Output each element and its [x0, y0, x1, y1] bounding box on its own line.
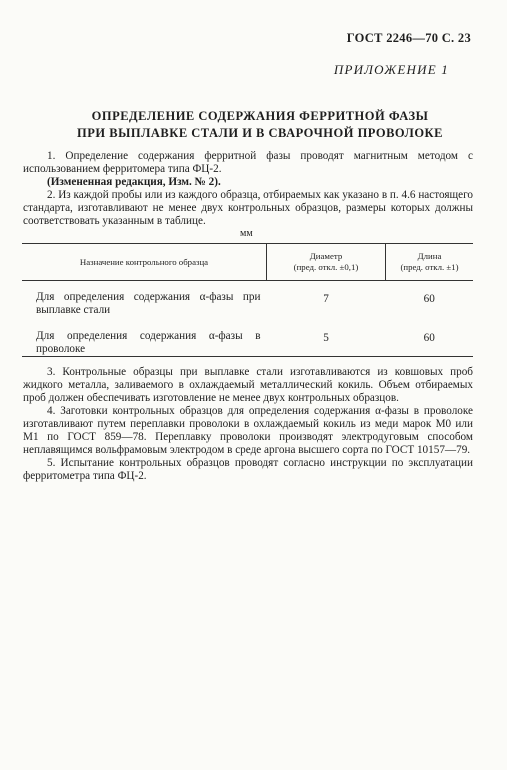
row-length: 60 [423, 332, 435, 344]
table-unit: мм [240, 228, 253, 239]
row-purpose: Для определения содержания α-фазы при выплавке стали [36, 291, 261, 316]
header-length: Длина (пред. откл. ±1) [386, 244, 474, 281]
row-length: 60 [423, 293, 435, 305]
title-line-2: ПРИ ВЫПЛАВКЕ СТАЛИ И В СВАРОЧНОЙ ПРОВОЛОКЕ [77, 126, 443, 140]
paragraph-5: 5. Испытание контрольных образцов проводят согласно инструкции по эксплуатации ферритометра типа ФЦ-2. [23, 457, 473, 482]
paragraph-2: 2. Из каждой пробы или из каждого образца, отбираемых как указано в п. 4.6 настоящего стандарта, изготавливают не менее двух контрольных образцов, размеры которых должны соответствовать указанным в таблице. [23, 189, 473, 227]
section-title [40, 108, 480, 142]
paragraph-3: 3. Контрольные образцы при выплавке стали изготавливаются из ковшовых проб жидкого металла, заливаемого в охлаждаемый металлический кокиль. Объем отбираемых проб должен обеспечивать изготовление не менее двух контрольных образцов. [23, 366, 473, 404]
closing-paragraphs [23, 366, 473, 483]
intro-paragraphs [23, 150, 473, 228]
table-bottom-rule [22, 356, 473, 357]
header-purpose: Назначение контрольного образца [22, 244, 267, 281]
table-header-row [22, 244, 473, 281]
row-diameter: 7 [323, 293, 329, 305]
title-line-1: ОПРЕДЕЛЕНИЕ СОДЕРЖАНИЯ ФЕРРИТНОЙ ФАЗЫ [91, 109, 429, 123]
revision-note: (Измененная редакция, Изм. № 2). [47, 176, 221, 188]
paragraph-1: 1. Определение содержания ферритной фазы проводят магнитным методом с использованием ферритомера типа ФЦ-2. [23, 150, 473, 175]
paragraph-4: 4. Заготовки контрольных образцов для определения содержания α-фазы в проволоке изготавливают путем переплавки проволоки в охлаждаемый кокиль из меди марок М0 или М1 по ГОСТ 859—78. Переплавку проволоки производят электродуговым способом неплавящимся вольфрамовым электродом в среде аргона высшего сорта по ГОСТ 10157—79. [23, 405, 473, 456]
specimen-dimensions-table [22, 243, 473, 373]
appendix-label: ПРИЛОЖЕНИЕ 1 [333, 62, 449, 77]
standard-reference: ГОСТ 2246—70 С. 23 [346, 31, 471, 45]
row-diameter: 5 [323, 332, 329, 344]
header-diameter: Диаметр (пред. откл. ±0,1) [267, 244, 386, 281]
row-purpose: Для определения содержания α-фазы в проволоке [36, 330, 261, 355]
table-row [22, 281, 473, 325]
